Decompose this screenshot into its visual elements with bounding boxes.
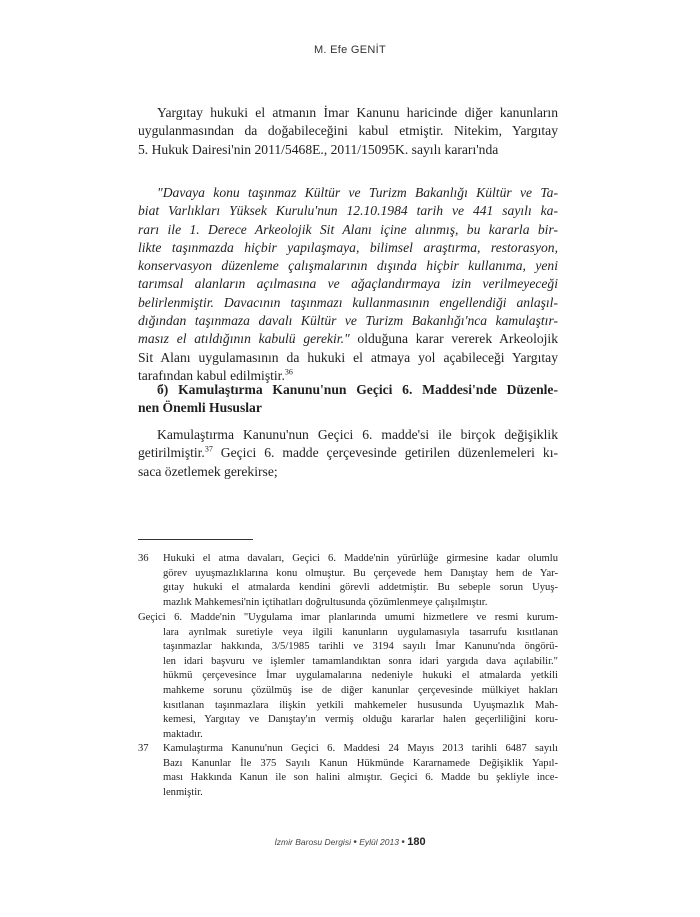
paragraph-1	[138, 104, 558, 159]
footnote-line: görev uyuşmazlıklarına konu olmuştur. Bu çerçevede hem Danıştay hem de Yar-	[163, 567, 558, 579]
quote-line: rarı ile 1. Derece Arkeolojik Sit Alanı içine alınmış, bu kararla bir-	[138, 221, 558, 237]
text-line: Kamulaştırma Kanunu'nun Geçici 6. madde'si ile birçok değişiklik	[157, 427, 558, 442]
text-line: saca özetlemek gerekirse;	[138, 463, 278, 479]
footnote-number: 37	[138, 743, 149, 754]
text-line	[138, 444, 558, 462]
author-name: M. Efe GENİT	[313, 44, 387, 56]
footnote-line: mahkeme sorunu çözülmüş ise de diğer kanunlar çerçevesinde mülkiyet hakları	[163, 684, 558, 696]
heading-line: nen Önemli Hususlar	[138, 400, 262, 416]
quote-line: "Davaya konu taşınmaz Kültür ve Turizm Bakanlığı Kültür ve Ta-	[157, 185, 558, 200]
footnote-line: Hukuki el atma davaları, Geçici 6. Madde'nin yürürlüğe girmesine kadar olumlu	[163, 553, 558, 564]
quote-line: likte taşınmazda hiçbir yapılaşmaya, bilimsel araştırma, restorasyon,	[138, 239, 558, 255]
page-footer	[0, 836, 700, 848]
footnote-36	[138, 552, 558, 610]
quote-continuation: olduğuna karar vererek Arkeolojik	[349, 331, 558, 347]
separator-dot: •	[401, 837, 405, 848]
quote-line: dığından taşınmaza davalı Kültür ve Turizm Bakanlığı'nca kamulaştır-	[138, 313, 558, 329]
footnote-line: ması Hakkında Kanun ile son halini almıştır. Geçici 6. Madde bu şekliyle ince-	[163, 772, 558, 784]
footnote-line: len idari başvuru ve işlemler tamamlandıktan sonra idari yargıda dava açılabilir."	[163, 655, 558, 667]
footnote-line: Kamulaştırma Kanunu'nun Geçici 6. Maddesi 24 Mayıs 2013 tarihli 6487 sayılı	[163, 743, 558, 754]
footnote-line: mazlık Mahkemesi'nin içtihatları doğrultusunda çözümlenmeye çalışılmıştır.	[163, 596, 488, 608]
footnote-number: 36	[138, 553, 149, 564]
text-line: 5. Hukuk Dairesi'nin 2011/5468E., 2011/15095K. sayılı kararı'nda	[138, 141, 499, 157]
text-line: uygulanmasından da doğabileceğini kabul etmiştir. Nitekim, Yargıtay	[138, 123, 558, 139]
text-segment: getirilmiştir.	[138, 445, 205, 461]
journal-name: İzmir Barosu Dergisi	[274, 837, 351, 847]
text-line: Sit Alanı uygulamasının da hukuki el atmaya yol açabileceği Yargıtay	[138, 349, 558, 365]
footnote-ref-37[interactable]: 37	[204, 444, 213, 454]
quote-end: masız el atıldığının kabulü gerekir."	[138, 331, 350, 347]
footnote-line: maktadır.	[163, 728, 203, 740]
footnote-line: hükmü çerçevesince İmar uygulamalarına nedeniyle hukuki el atmalarda yetkili	[163, 670, 558, 682]
separator-dot: •	[353, 837, 357, 848]
issue-date: Eylül 2013	[359, 837, 399, 847]
text-segment: Geçici 6. madde çerçevesinde getirilen düzenlemeleri kı-	[212, 445, 558, 461]
text-line: Yargıtay hukuki el atmanın İmar Kanunu haricinde diğer kanunların	[157, 105, 558, 120]
quote-line: biat Varlıkları Yüksek Kurulu'nun 12.10.1984 tarih ve 441 sayılı ka-	[138, 203, 558, 219]
quote-line: konservasyon düzenleme çalışmalarının dışında hiçbir kullanıma, yeni	[138, 258, 558, 274]
footnote-line: kısıtlanan taşınmazlara ilişkin yetkili mahkemeler hususunda Uyuşmazlık Mah-	[163, 699, 558, 711]
footnote-line: lenmiştir.	[163, 786, 203, 798]
quote-line: belirlenmiştir. Davacının taşınmazı kullanmasının engellendiği anlaşıl-	[138, 294, 558, 310]
page-number: 180	[407, 836, 426, 848]
footnote-line: Geçici 6. Madde'nin "Uygulama imar planlarında umumi hizmetlere ve resmi kurum-	[138, 612, 558, 623]
footnote-line: lara ayrılmak suretiyle veya ilgili kanunların uygulamasıyla tasarrufu kısıtlanan	[163, 626, 558, 638]
section-heading	[138, 381, 558, 418]
footnote-37	[138, 742, 558, 800]
footnote-line: taşınmazlar hakkında, 3/5/1985 tarihli ve 3194 sayılı İmar Kanunu'nda öngörü-	[163, 641, 558, 653]
text-line-end: tarafından kabul edilmiştir.	[138, 367, 285, 383]
footnote-line: Bazı Kanunlar İle 375 Sayılı Kanun Hükmünde Kararnamede Değişiklik Yapıl-	[163, 757, 558, 769]
footnote-line: kemesi, Yargıtay ve Danıştay'ın vermiş olduğu kararlar halen geçerliliğini koru-	[163, 714, 558, 726]
paragraph-2	[138, 426, 558, 481]
footnote-separator	[138, 539, 253, 540]
quote-paragraph	[138, 184, 558, 385]
quote-line: tarımsal alanların açılmasına ve ağaçlandırmaya izin verilmeyeceği	[138, 276, 558, 292]
running-header	[0, 44, 700, 56]
heading-line: б) Kamulaştırma Kanunu'nun Geçici 6. Maddesi'nde Düzenle-	[157, 382, 558, 397]
footnote-ref-36[interactable]: 36	[284, 367, 293, 377]
footnote-line: gıtay hukuki el atmalarda kendini görevli addetmiştir. Bu sebeple sorun Uyuş-	[163, 582, 558, 594]
footnote-36-continuation	[138, 611, 558, 742]
quote-mixed-line	[138, 330, 558, 348]
